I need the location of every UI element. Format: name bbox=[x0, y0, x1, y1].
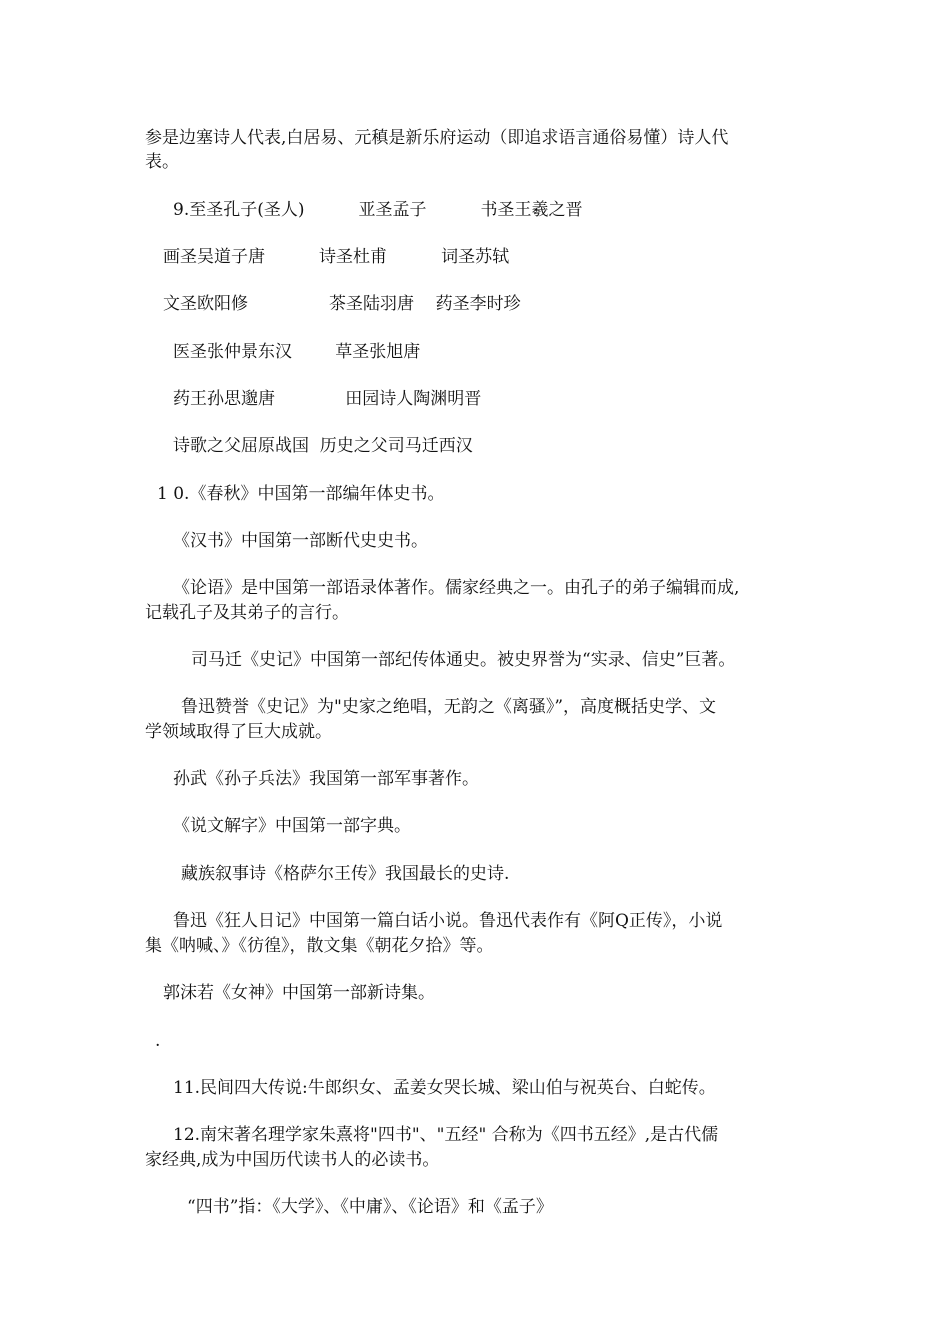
text-line: 鲁迅赞誉《史记》为"史家之绝唱，无韵之《离骚》”，高度概括史学、文 bbox=[181, 697, 717, 717]
text-line: 参是边塞诗人代表,白居易、元稹是新乐府运动（即追求语言通俗易懂）诗人代 bbox=[145, 128, 729, 148]
text-line: “四书”指：《大学》、《中庸》、《论语》和《孟子》 bbox=[187, 1197, 553, 1217]
text-line: 鲁迅《狂人日记》中国第一篇白话小说。鲁迅代表作有《阿Q正传》，小说 bbox=[173, 911, 723, 931]
text-line: 诗歌之父屈原战国 历史之父司马迁西汉 bbox=[173, 436, 473, 456]
text-line: 记载孔子及其弟子的言行。 bbox=[145, 603, 349, 623]
text-line: 郭沫若《女神》中国第一部新诗集。 bbox=[163, 983, 435, 1003]
text-line: 司马迁《史记》中国第一部纪传体通史。被史界誉为“实录、信史”巨著。 bbox=[191, 650, 736, 670]
text-line: 孙武《孙子兵法》我国第一部军事著作。 bbox=[173, 769, 479, 789]
text-line: 医圣张仲景东汉 草圣张旭唐 bbox=[173, 342, 421, 362]
text-line: 文圣欧阳修 茶圣陆羽唐 药圣李时珍 bbox=[163, 294, 521, 314]
text-line: 药王孙思邈唐 田园诗人陶渊明晋 bbox=[173, 389, 482, 409]
text-line: 《汉书》中国第一部断代史史书。 bbox=[173, 531, 428, 551]
text-line: 家经典,成为中国历代读书人的必读书。 bbox=[145, 1150, 440, 1170]
text-line: 《论语》是中国第一部语录体著作。儒家经典之一。由孔子的弟子编辑而成, bbox=[173, 578, 740, 598]
text-line: 《说文解字》中国第一部字典。 bbox=[173, 816, 411, 836]
text-line: 学领域取得了巨大成就。 bbox=[145, 722, 332, 742]
text-line: 集《呐喊、》《彷徨》，散文集《朝花夕拾》等。 bbox=[145, 936, 494, 956]
text-line: 12.南宋著名理学家朱熹将"四书"、"五经" 合称为《四书五经》,是古代儒 bbox=[173, 1125, 719, 1145]
text-line: 9.至圣孔子(圣人) 亚圣孟子 书圣王羲之晋 bbox=[173, 200, 583, 220]
text-line: 表。 bbox=[145, 152, 179, 172]
text-line: 11.民间四大传说:牛郎织女、孟姜女哭长城、梁山伯与祝英台、白蛇传。 bbox=[173, 1078, 716, 1098]
text-line: 1 0.《春秋》中国第一部编年体史书。 bbox=[157, 484, 445, 504]
text-line: 画圣吴道子唐 诗圣杜甫 词圣苏轼 bbox=[163, 247, 510, 267]
text-line: . bbox=[155, 1031, 161, 1051]
text-line: 藏族叙事诗《格萨尔王传》我国最长的史诗. bbox=[181, 864, 510, 884]
